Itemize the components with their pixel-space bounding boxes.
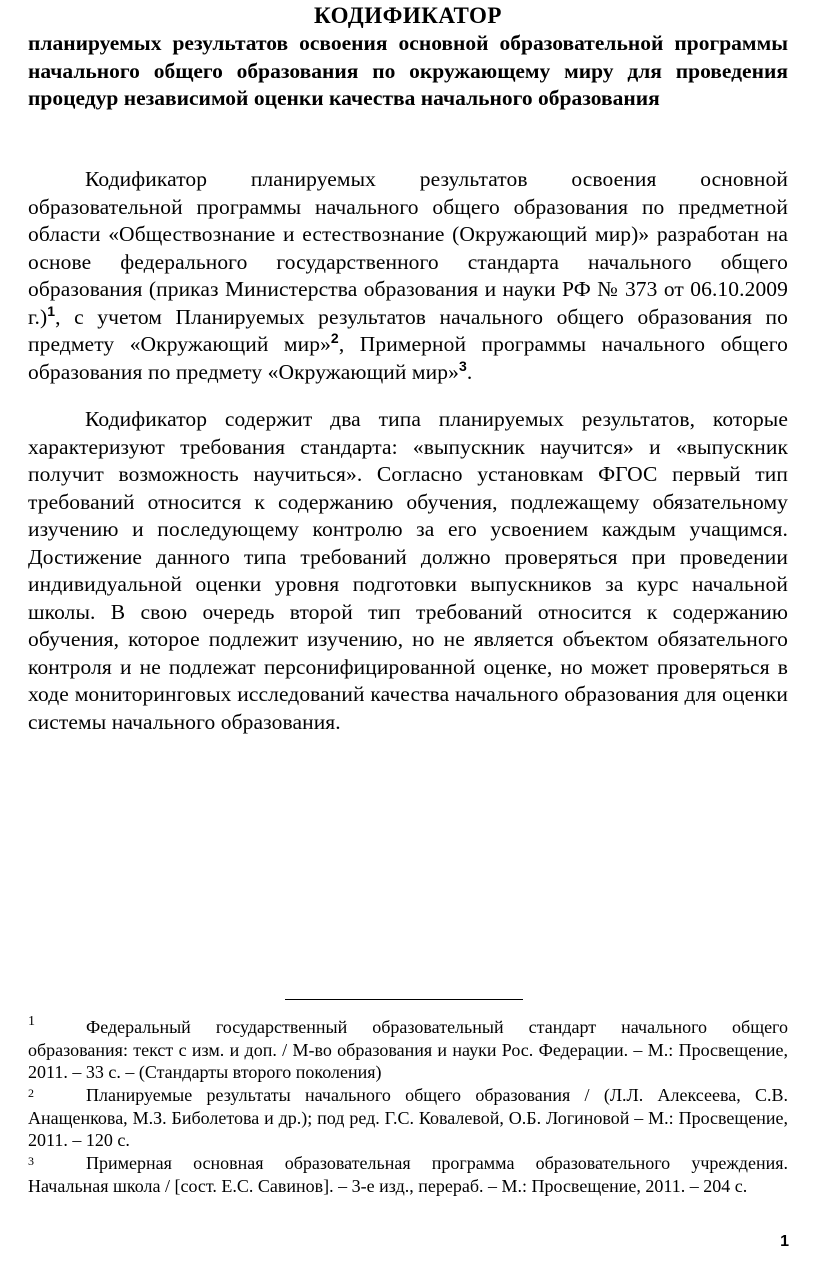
footnote-1-text: Федеральный государственный образовательный стандарт начального общего образования: текст с изм. и доп. / М-во образования и науки Рос. Федерации. – М.: Просвещение, 2011. – 33 с. – (Стандарты второго поколения): [28, 1017, 788, 1082]
body-paragraph-2: Кодификатор содержит два типа планируемых результатов, которые характеризуют требования стандарта: «выпускник научится» и «выпускник получит возможность научиться». Согласно установкам ФГОС первый тип требований относится к содержанию обучения, подлежащему обязательному изучению и последующему контролю за его усвоением каждым учащимся. Достижение данного типа требований должно проверяться при проведении индивидуальной оценки уровня подготовки выпускников за курс начальной школы. В свою очередь второй тип требований относится к содержанию обучения, которое подлежит изучению, но не является объектом обязательного контроля и не подлежат персонифицированной оценке, но может проверяться в ходе мониторинговых исследований качества начального образования для оценки системы начального образования.: [28, 407, 788, 734]
body-paragraph-1: [28, 166, 788, 386]
footnote-reference-2[interactable]: 2: [330, 330, 339, 346]
footnote-3-text: Примерная основная образовательная программа образовательного учреждения. Начальная школа / [сост. Е.С. Савинов]. – 3-е изд., перераб. – М.: Просвещение, 2011. – 204 с.: [28, 1153, 788, 1196]
document-subtitle: планируемых результатов освоения основной образовательной программы начального общего образования по окружающему миру для проведения процедур независимой оценки качества начального образования: [28, 31, 788, 110]
paragraph-1-text-part-2: , с учетом Планируемых результатов начального общего образования по предмету «Окружающий мир»: [28, 304, 788, 356]
document-title: КОДИФИКАТОР: [314, 3, 502, 28]
footnote-2: 2 Планируемые результаты начального общего образования / (Л.Л. Алексеева, С.В. Анащенкова, М.З. Биболетова и др.); под ред. Г.С. Ковалевой, О.Б. Логиновой – М.: Просвещение, 2011. – 120 с.: [28, 1085, 788, 1150]
footnote-3: 3 Примерная основная образовательная программа образовательного учреждения. Начальная школа / [сост. Е.С. Савинов]. – 3-е изд., перераб. – М.: Просвещение, 2011. – 204 с.: [28, 1153, 788, 1196]
paragraph-1-text-part-3: , Примерной программы начального общего образования по предмету «Окружающий мир»: [28, 332, 788, 384]
footnote-reference-1[interactable]: 1: [47, 302, 56, 319]
paragraph-1-text-part-4: .: [466, 359, 473, 384]
paragraph-1-text-part-1: Кодификатор планируемых результатов освоения основной образовательной программы начального общего образования по предметной области «Обществознание и естествознание (Окружающий мир)» разработан на основе федерального государственного стандарта начального общего образования (приказ Министерства образования и науки РФ № 373 от 06.10.2009 г.): [28, 167, 788, 329]
footnote-2-text: Планируемые результаты начального общего образования / (Л.Л. Алексеева, С.В. Анащенкова, М.З. Биболетова и др.); под ред. Г.С. Ковалевой, О.Б. Логиновой – М.: Просвещение, 2011. – 120 с.: [28, 1085, 788, 1150]
footnote-separator: [285, 999, 523, 1000]
footnote-reference-3[interactable]: 3: [458, 357, 467, 374]
footnote-1: 1 Федеральный государственный образовательный стандарт начального общего образования: текст с изм. и доп. / М-во образования и науки Рос. Федерации. – М.: Просвещение, 2011. – 33 с. – (Стандарты второго поколения): [28, 1014, 788, 1082]
page-number: 1: [780, 1233, 789, 1250]
